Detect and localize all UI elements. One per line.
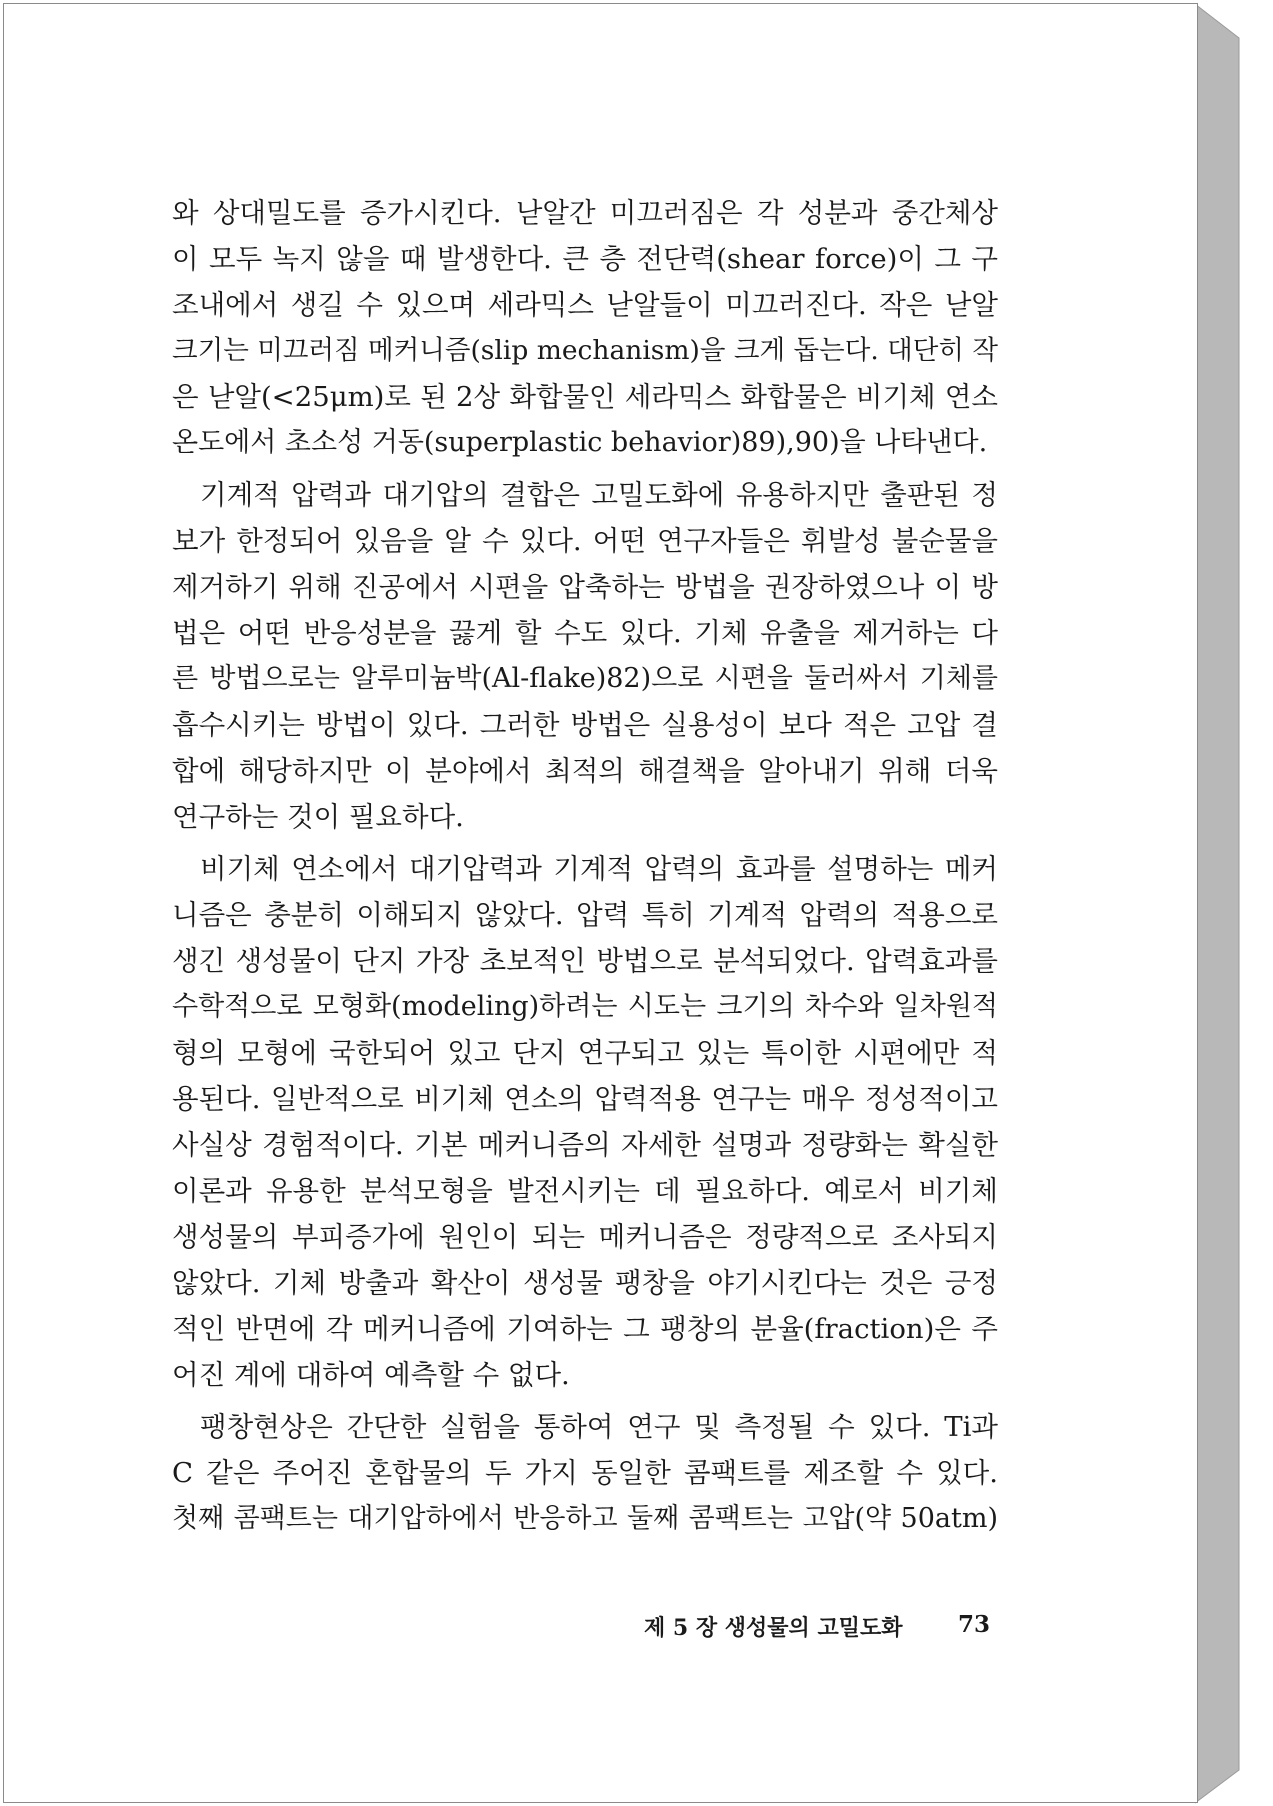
text-line: 법은 어떤 반응성분을 끓게 할 수도 있다. 기체 유출을 제거하는 다 <box>172 617 998 649</box>
text-line: 이 모두 녹지 않을 때 발생한다. 큰 층 전단력(shear force)이 그 구 <box>172 243 998 275</box>
text-line: 이론과 유용한 분석모형을 발전시키는 데 필요하다. 예로서 비기체 <box>172 1175 998 1207</box>
text-line: 사실상 경험적이다. 기본 메커니즘의 자세한 설명과 정량화는 확실한 <box>172 1129 998 1161</box>
book-edge-shading <box>1195 0 1273 1806</box>
text-line: 조내에서 생길 수 있으며 세라믹스 낟알들이 미끄러진다. 작은 낟알 <box>172 289 998 321</box>
text-line: 비기체 연소에서 대기압력과 기계적 압력의 효과를 설명하는 메커 <box>200 853 998 885</box>
text-line: 기계적 압력과 대기압의 결합은 고밀도화에 유용하지만 출판된 정 <box>200 479 998 511</box>
text-line: 제거하기 위해 진공에서 시편을 압축하는 방법을 권장하였으나 이 방 <box>172 571 998 603</box>
text-line: 어진 계에 대하여 예측할 수 없다. <box>172 1359 570 1391</box>
text-line: 보가 한정되어 있음을 알 수 있다. 어떤 연구자들은 휘발성 불순물을 <box>172 525 998 557</box>
running-footer-chapter: 제 5 장 생성물의 고밀도화 <box>644 1615 903 1641</box>
page-number: 73 <box>958 1611 991 1638</box>
text-line: 온도에서 초소성 거동(superplastic behavior)89),90)을 나타낸다. <box>172 427 988 458</box>
text-line: 른 방법으로는 알루미늄박(Al-flake)82)으로 시편을 둘러싸서 기체를 <box>172 663 998 694</box>
paragraph-2 <box>172 472 998 840</box>
text-line: 수학적으로 모형화(modeling)하려는 시도는 크기의 차수와 일차원적 <box>172 991 998 1022</box>
paragraph-4 <box>172 1404 998 1542</box>
text-line: 와 상대밀도를 증가시킨다. 낟알간 미끄러짐은 각 성분과 중간체상 <box>172 197 998 229</box>
paragraph-1 <box>172 190 998 466</box>
text-line: 형의 모형에 국한되어 있고 단지 연구되고 있는 특이한 시편에만 적 <box>172 1037 998 1069</box>
text-line: 연구하는 것이 필요하다. <box>172 801 464 833</box>
text-line: 용된다. 일반적으로 비기체 연소의 압력적용 연구는 매우 정성적이고 <box>172 1083 998 1115</box>
text-line: C 같은 주어진 혼합물의 두 가지 동일한 콤팩트를 제조할 수 있다. <box>172 1457 998 1489</box>
text-line: 않았다. 기체 방출과 확산이 생성물 팽창을 야기시킨다는 것은 긍정 <box>172 1267 998 1299</box>
text-line: 크기는 미끄러짐 메커니즘(slip mechanism)을 크게 돕는다. 대단히 작 <box>172 335 998 366</box>
text-line: 합에 해당하지만 이 분야에서 최적의 해결책을 알아내기 위해 더욱 <box>172 755 998 787</box>
text-line: 생성물의 부피증가에 원인이 되는 메커니즘은 정량적으로 조사되지 <box>172 1221 998 1253</box>
book-page <box>3 3 1198 1803</box>
text-line: 팽창현상은 간단한 실험을 통하여 연구 및 측정될 수 있다. Ti과 <box>200 1411 998 1443</box>
text-line: 은 낟알(<25μm)로 된 2상 화합물인 세라믹스 화합물은 비기체 연소 <box>172 381 998 413</box>
paragraph-3 <box>172 846 998 1398</box>
text-line: 흡수시키는 방법이 있다. 그러한 방법은 실용성이 보다 적은 고압 결 <box>172 709 998 741</box>
text-line: 적인 반면에 각 메커니즘에 기여하는 그 팽창의 분율(fraction)은 주 <box>172 1313 998 1345</box>
text-line: 니즘은 충분히 이해되지 않았다. 압력 특히 기계적 압력의 적용으로 <box>172 899 998 931</box>
text-line: 첫째 콤팩트는 대기압하에서 반응하고 둘째 콤팩트는 고압(약 50atm) <box>172 1503 998 1534</box>
text-line: 생긴 생성물이 단지 가장 초보적인 방법으로 분석되었다. 압력효과를 <box>172 945 998 977</box>
body-text <box>172 190 998 1548</box>
